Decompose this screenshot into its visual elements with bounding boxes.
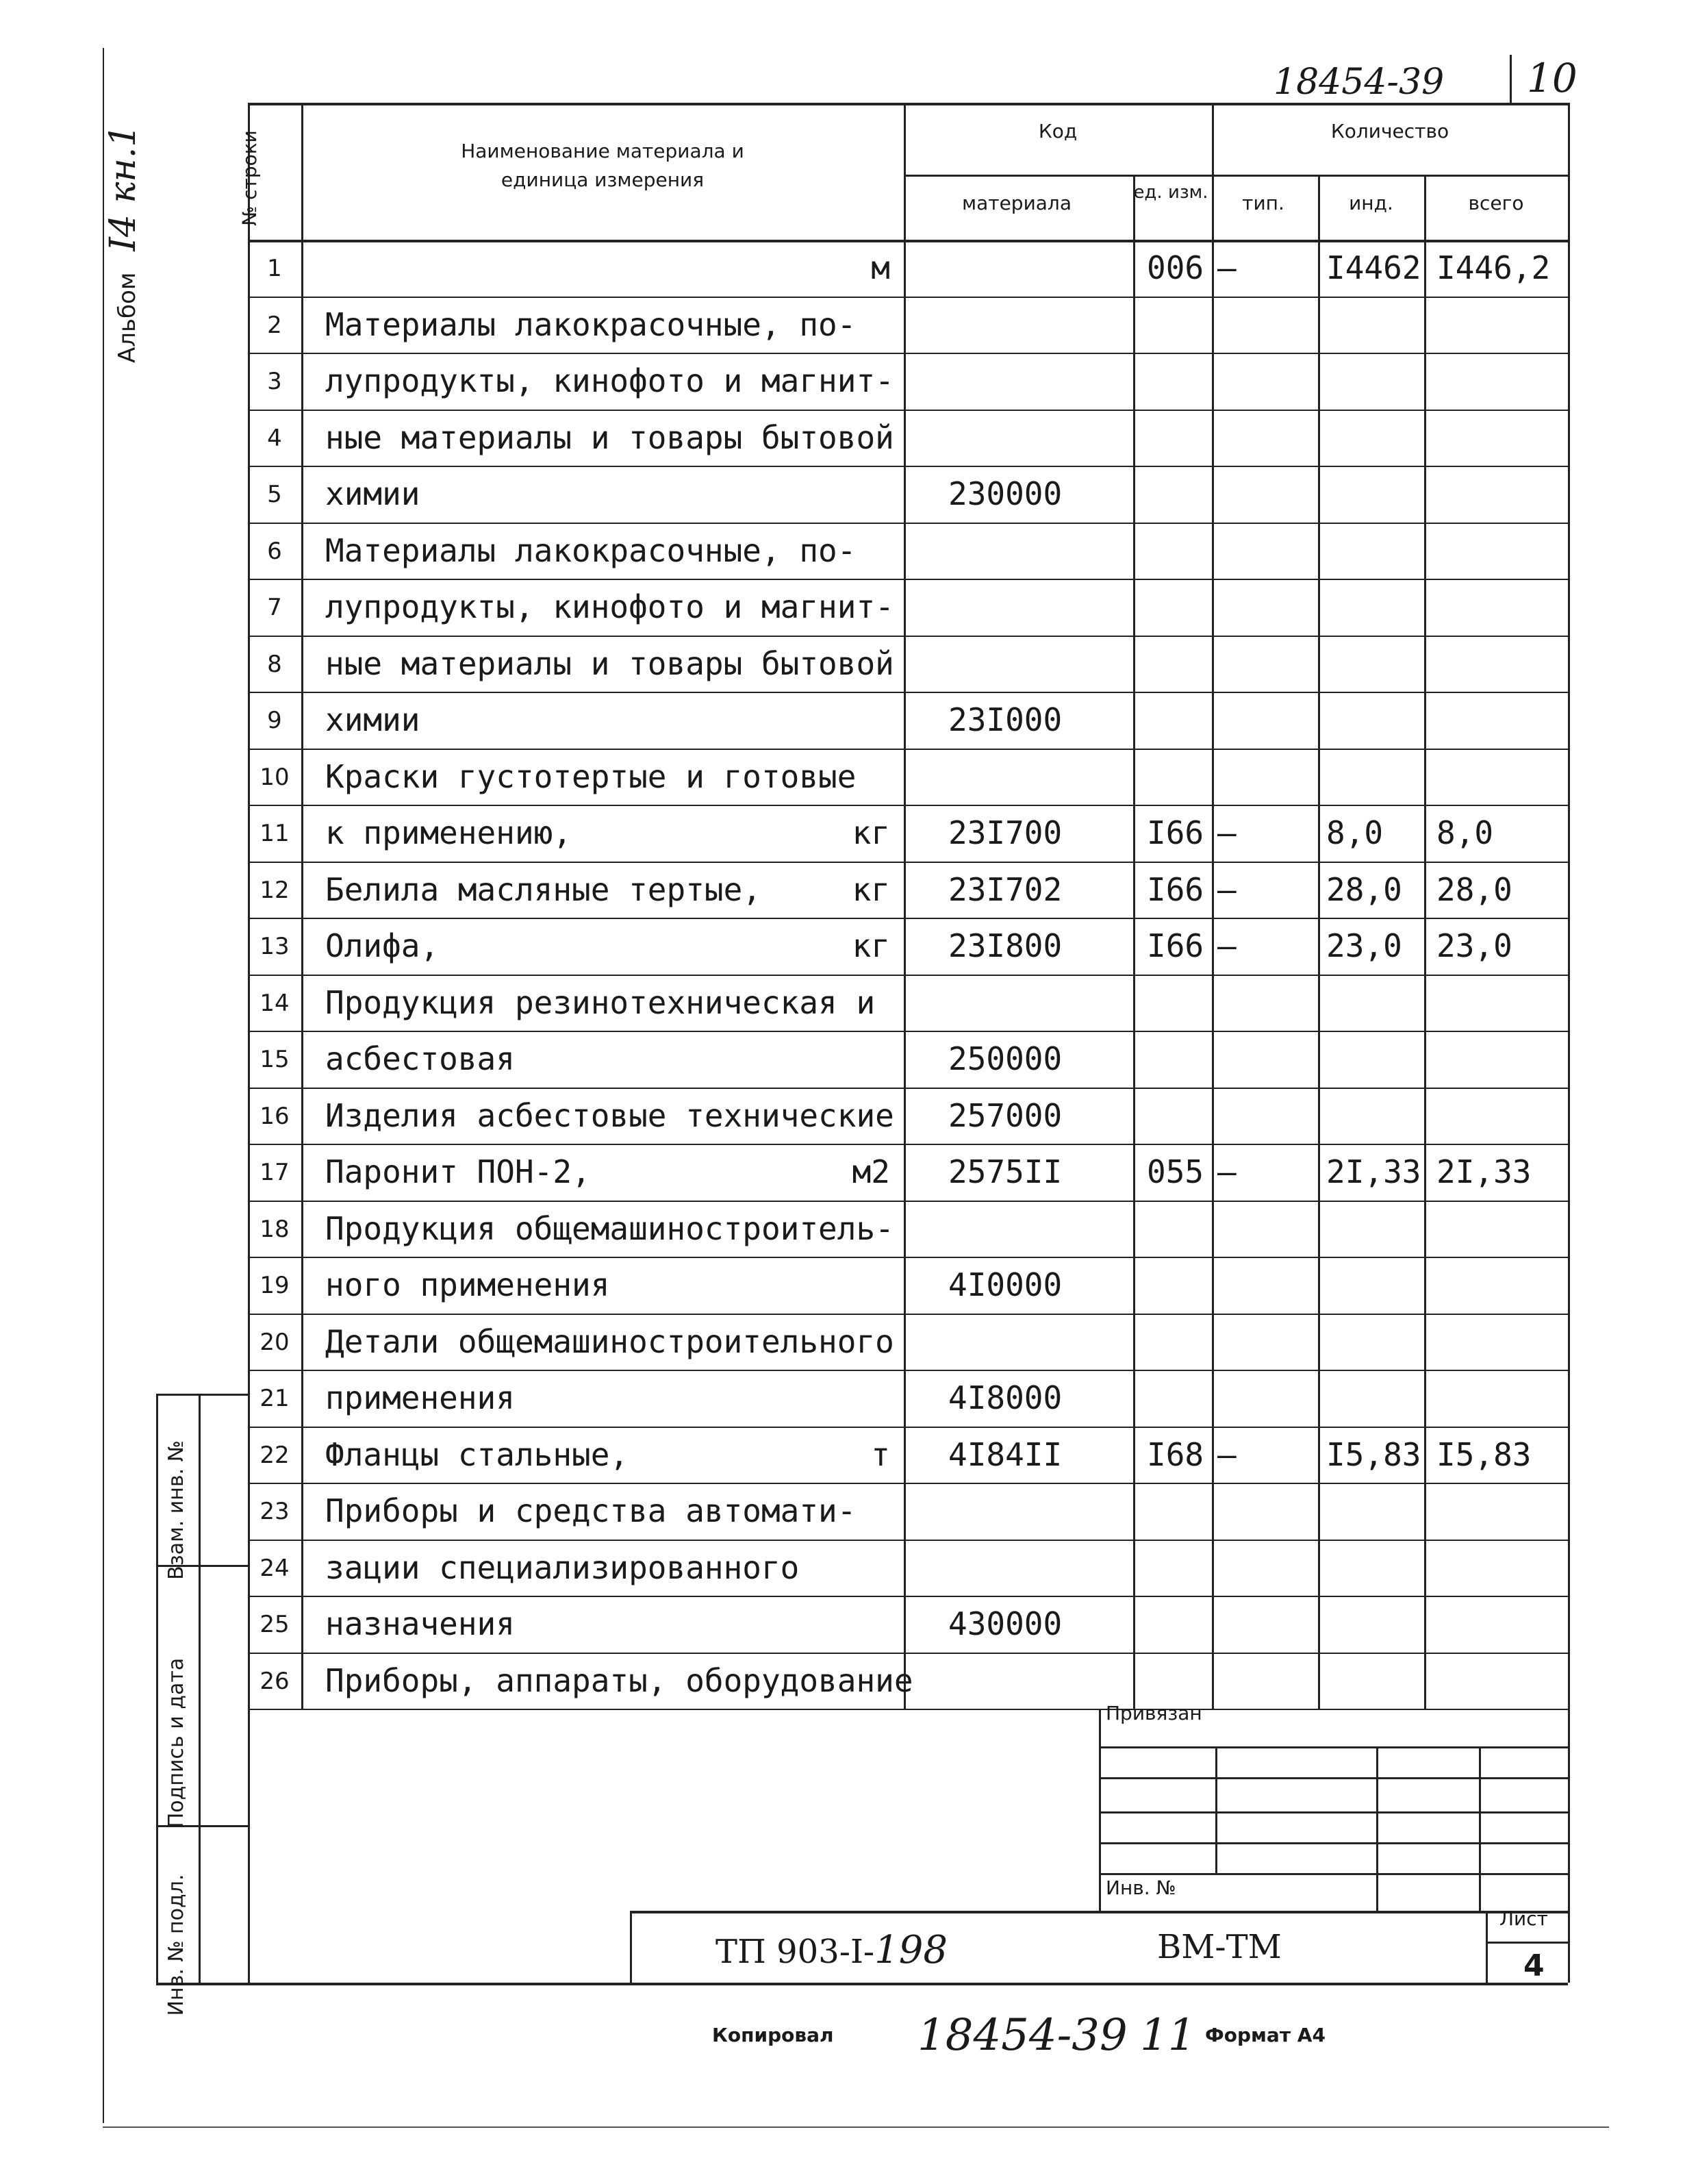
table-row-line bbox=[248, 1314, 1568, 1315]
row-ind: 2I,33 bbox=[1326, 1153, 1421, 1190]
row-unit-code: 006 bbox=[1147, 249, 1204, 286]
table-row-line bbox=[248, 1596, 1568, 1597]
frame-line bbox=[1568, 1709, 1570, 1983]
row-typ: – bbox=[1217, 1435, 1237, 1473]
row-code: 250000 bbox=[948, 1040, 1063, 1077]
table-row-line bbox=[248, 918, 1568, 919]
row-name: зации специализированного bbox=[325, 1548, 800, 1586]
table-row-line bbox=[248, 297, 1568, 298]
table-col-line bbox=[301, 103, 303, 1709]
header-quantity: Количество bbox=[1330, 120, 1449, 142]
row-total: I446,2 bbox=[1436, 249, 1551, 286]
title-block-line bbox=[1486, 1942, 1568, 1944]
row-ind: 28,0 bbox=[1326, 870, 1402, 908]
row-name: химии bbox=[325, 475, 420, 512]
row-name: Олифа, bbox=[325, 927, 440, 964]
row-name: к применению, bbox=[325, 814, 572, 851]
row-typ: – bbox=[1217, 870, 1237, 908]
header-name-text: Наименование материала и единица измерения bbox=[461, 140, 744, 191]
stamp-line bbox=[1099, 1811, 1568, 1813]
row-typ: – bbox=[1217, 814, 1237, 851]
row-name: Материалы лакокрасочные, по- bbox=[325, 305, 857, 343]
table-col-line bbox=[904, 103, 906, 1709]
stamp-sheet-no: 4 bbox=[1523, 1948, 1545, 1983]
frame-bottom bbox=[248, 1983, 1568, 1985]
header-row-no: № строки bbox=[238, 130, 261, 226]
stamp-privyazan: Привязан bbox=[1106, 1702, 1202, 1724]
row-number: 6 bbox=[267, 537, 282, 565]
row-number: 15 bbox=[259, 1046, 290, 1073]
row-unit-code: I66 bbox=[1147, 927, 1204, 964]
frame-line bbox=[248, 1709, 250, 1983]
row-number: 11 bbox=[259, 820, 290, 847]
row-name: назначения bbox=[325, 1605, 515, 1642]
album-label-text: Альбом bbox=[114, 272, 141, 363]
row-typ: – bbox=[1217, 249, 1237, 286]
table-row-line bbox=[248, 805, 1568, 806]
row-code: 23I000 bbox=[948, 701, 1063, 738]
row-ind: I4462 bbox=[1326, 249, 1421, 286]
footer-format: Формат А4 bbox=[1205, 2024, 1326, 2046]
row-code: 230000 bbox=[948, 475, 1063, 512]
stamp-mark: ВМ-ТМ bbox=[1157, 1928, 1282, 1966]
row-code: 4I0000 bbox=[948, 1266, 1063, 1303]
side-label-inv-podl: Инв. № подл. bbox=[164, 1874, 188, 2016]
stamp-line bbox=[1099, 1709, 1101, 1911]
stamp-line bbox=[1099, 1873, 1568, 1875]
row-number: 26 bbox=[259, 1667, 290, 1695]
row-unit-suffix: м bbox=[871, 249, 890, 286]
row-ind: 23,0 bbox=[1326, 927, 1402, 964]
row-name: ного применения bbox=[325, 1266, 610, 1303]
row-name: Детали общемашиностроительного bbox=[325, 1322, 894, 1360]
row-number: 24 bbox=[259, 1554, 290, 1582]
title-block-top bbox=[630, 1911, 1568, 1913]
stamp-sheet-label: Лист bbox=[1499, 1907, 1548, 1930]
header-material: материала bbox=[961, 192, 1072, 214]
row-number: 12 bbox=[259, 876, 290, 904]
header-bottom-line bbox=[248, 240, 1568, 242]
table-top-border bbox=[248, 103, 1568, 105]
header-total: всего bbox=[1468, 192, 1524, 214]
table-row-line bbox=[248, 862, 1568, 863]
row-number: 3 bbox=[267, 368, 282, 395]
row-unit-code: 055 bbox=[1147, 1153, 1204, 1190]
row-number: 1 bbox=[267, 255, 282, 282]
row-number: 9 bbox=[267, 707, 282, 734]
footer-copied: Копировал bbox=[712, 2024, 834, 2046]
row-name: химии bbox=[325, 701, 420, 738]
table-row-line bbox=[248, 975, 1568, 976]
row-ind: 8,0 bbox=[1326, 814, 1384, 851]
table-row-line bbox=[248, 1088, 1568, 1089]
row-name: асбестовая bbox=[325, 1040, 515, 1077]
row-name: Краски густотертые и готовые bbox=[325, 757, 857, 795]
row-unit-suffix: кг bbox=[852, 870, 890, 908]
row-name: Изделия асбестовые технические bbox=[325, 1096, 894, 1134]
row-number: 5 bbox=[267, 481, 282, 508]
title-block-line bbox=[630, 1911, 632, 1983]
header-ind: инд. bbox=[1349, 192, 1393, 214]
row-name: ные материалы и товары бытовой bbox=[325, 418, 894, 456]
row-unit-suffix: кг bbox=[852, 927, 890, 964]
row-code: 23I700 bbox=[948, 814, 1063, 851]
table-row-line bbox=[248, 353, 1568, 354]
row-unit-code: I66 bbox=[1147, 870, 1204, 908]
row-name: применения bbox=[325, 1379, 515, 1416]
row-name: Паронит ПОН-2, bbox=[325, 1153, 591, 1190]
row-name: Приборы, аппараты, оборудование bbox=[325, 1661, 913, 1699]
row-number: 18 bbox=[259, 1215, 290, 1243]
table-col-line bbox=[1133, 175, 1135, 1709]
row-unit-code: I68 bbox=[1147, 1435, 1204, 1473]
side-column-line bbox=[156, 1394, 158, 1983]
stamp-line bbox=[1376, 1746, 1378, 1911]
row-code: 23I702 bbox=[948, 870, 1063, 908]
row-unit-code: I66 bbox=[1147, 814, 1204, 851]
table-row-line bbox=[248, 1427, 1568, 1428]
row-name: Продукция общемашиностроитель- bbox=[325, 1209, 894, 1247]
side-column-line bbox=[199, 1394, 201, 1983]
row-number: 14 bbox=[259, 989, 290, 1017]
row-total: I5,83 bbox=[1436, 1435, 1532, 1473]
row-name: Фланцы стальные, bbox=[325, 1435, 629, 1473]
row-name: лупродукты, кинофото и магнит- bbox=[325, 362, 894, 399]
stamp-line bbox=[1099, 1777, 1568, 1779]
row-number: 17 bbox=[259, 1159, 290, 1186]
table-row-line bbox=[248, 1370, 1568, 1371]
stamp-inv-no: Инв. № bbox=[1106, 1877, 1176, 1899]
row-total: 8,0 bbox=[1436, 814, 1494, 851]
side-label-vzam: Взам. инв. № bbox=[164, 1440, 188, 1580]
row-number: 22 bbox=[259, 1441, 290, 1469]
table-row-line bbox=[248, 1144, 1568, 1145]
row-number: 23 bbox=[259, 1498, 290, 1525]
side-line bbox=[156, 1394, 248, 1396]
row-total: 28,0 bbox=[1436, 870, 1512, 908]
table-row-line bbox=[248, 1709, 1568, 1710]
table-row-line bbox=[248, 1031, 1568, 1032]
album-label bbox=[99, 124, 147, 363]
row-unit-suffix: м2 bbox=[852, 1153, 890, 1190]
row-name: Приборы и средства автомати- bbox=[325, 1492, 857, 1529]
stamp-doc-num: 198 bbox=[874, 1928, 948, 1972]
row-name: Материалы лакокрасочные, по- bbox=[325, 531, 857, 569]
row-name: лупродукты, кинофото и магнит- bbox=[325, 588, 894, 625]
table-row-line bbox=[248, 410, 1568, 411]
header-name bbox=[301, 137, 904, 194]
row-number: 8 bbox=[267, 650, 282, 678]
album-value: I4 кн.1 bbox=[103, 124, 144, 251]
stamp-line bbox=[1479, 1746, 1481, 1911]
row-number: 20 bbox=[259, 1328, 290, 1356]
stamp-doc-code bbox=[715, 1928, 948, 1972]
title-block-line bbox=[1486, 1911, 1488, 1983]
table-row-line bbox=[248, 523, 1568, 524]
row-total: 23,0 bbox=[1436, 927, 1512, 964]
row-code: 430000 bbox=[948, 1605, 1063, 1642]
row-total: 2I,33 bbox=[1436, 1153, 1532, 1190]
stamp-doc-prefix: ТП 903-I- bbox=[715, 1933, 875, 1971]
row-name: Белила масляные тертые, bbox=[325, 870, 761, 908]
table-row-line bbox=[248, 636, 1568, 637]
row-code: 257000 bbox=[948, 1096, 1063, 1134]
row-code: 2575II bbox=[948, 1153, 1063, 1190]
header-code: Код bbox=[1038, 120, 1078, 142]
row-unit-suffix: т bbox=[871, 1435, 890, 1473]
bottom-edge-line bbox=[103, 2126, 1609, 2128]
footer-ref-page: 11 bbox=[1140, 2010, 1196, 2061]
row-number: 4 bbox=[267, 424, 282, 452]
row-ind: I5,83 bbox=[1326, 1435, 1421, 1473]
row-typ: – bbox=[1217, 1153, 1237, 1190]
page-number: 10 bbox=[1527, 55, 1577, 101]
header-unit: ед. изм. bbox=[1133, 182, 1208, 203]
stamp-line bbox=[1099, 1842, 1568, 1844]
stamp-line bbox=[1215, 1746, 1217, 1873]
table-row-line bbox=[248, 692, 1568, 693]
top-reference: 18454-39 bbox=[1274, 62, 1445, 103]
row-number: 19 bbox=[259, 1272, 290, 1299]
row-number: 2 bbox=[267, 311, 282, 339]
row-number: 21 bbox=[259, 1385, 290, 1412]
row-number: 25 bbox=[259, 1611, 290, 1638]
table-row-line bbox=[248, 1201, 1568, 1202]
table-row-line bbox=[248, 749, 1568, 750]
row-number: 10 bbox=[259, 763, 290, 791]
table-row-line bbox=[248, 1483, 1568, 1484]
page-number-divider bbox=[1510, 55, 1512, 103]
row-code: 4I84II bbox=[948, 1435, 1063, 1473]
footer-ref: 18454-39 bbox=[917, 2010, 1128, 2061]
row-code: 23I800 bbox=[948, 927, 1063, 964]
row-number: 13 bbox=[259, 933, 290, 960]
header-typ: тип. bbox=[1242, 192, 1284, 214]
row-number: 7 bbox=[267, 594, 282, 621]
row-unit-suffix: кг bbox=[852, 814, 890, 851]
row-number: 16 bbox=[259, 1102, 290, 1130]
row-name: Продукция резинотехническая и bbox=[325, 983, 876, 1021]
table-row-line bbox=[248, 1257, 1568, 1258]
stamp-line bbox=[1099, 1746, 1568, 1748]
table-col-line bbox=[1318, 175, 1320, 1709]
table-row-line bbox=[248, 1653, 1568, 1654]
table-row-line bbox=[248, 579, 1568, 580]
row-name: ные материалы и товары бытовой bbox=[325, 644, 894, 682]
row-typ: – bbox=[1217, 927, 1237, 964]
row-code: 4I8000 bbox=[948, 1379, 1063, 1416]
header-mid-line bbox=[904, 175, 1568, 177]
side-label-sign: Подпись и дата bbox=[164, 1657, 188, 1829]
table-row-line bbox=[248, 1540, 1568, 1541]
table-row-line bbox=[248, 466, 1568, 467]
